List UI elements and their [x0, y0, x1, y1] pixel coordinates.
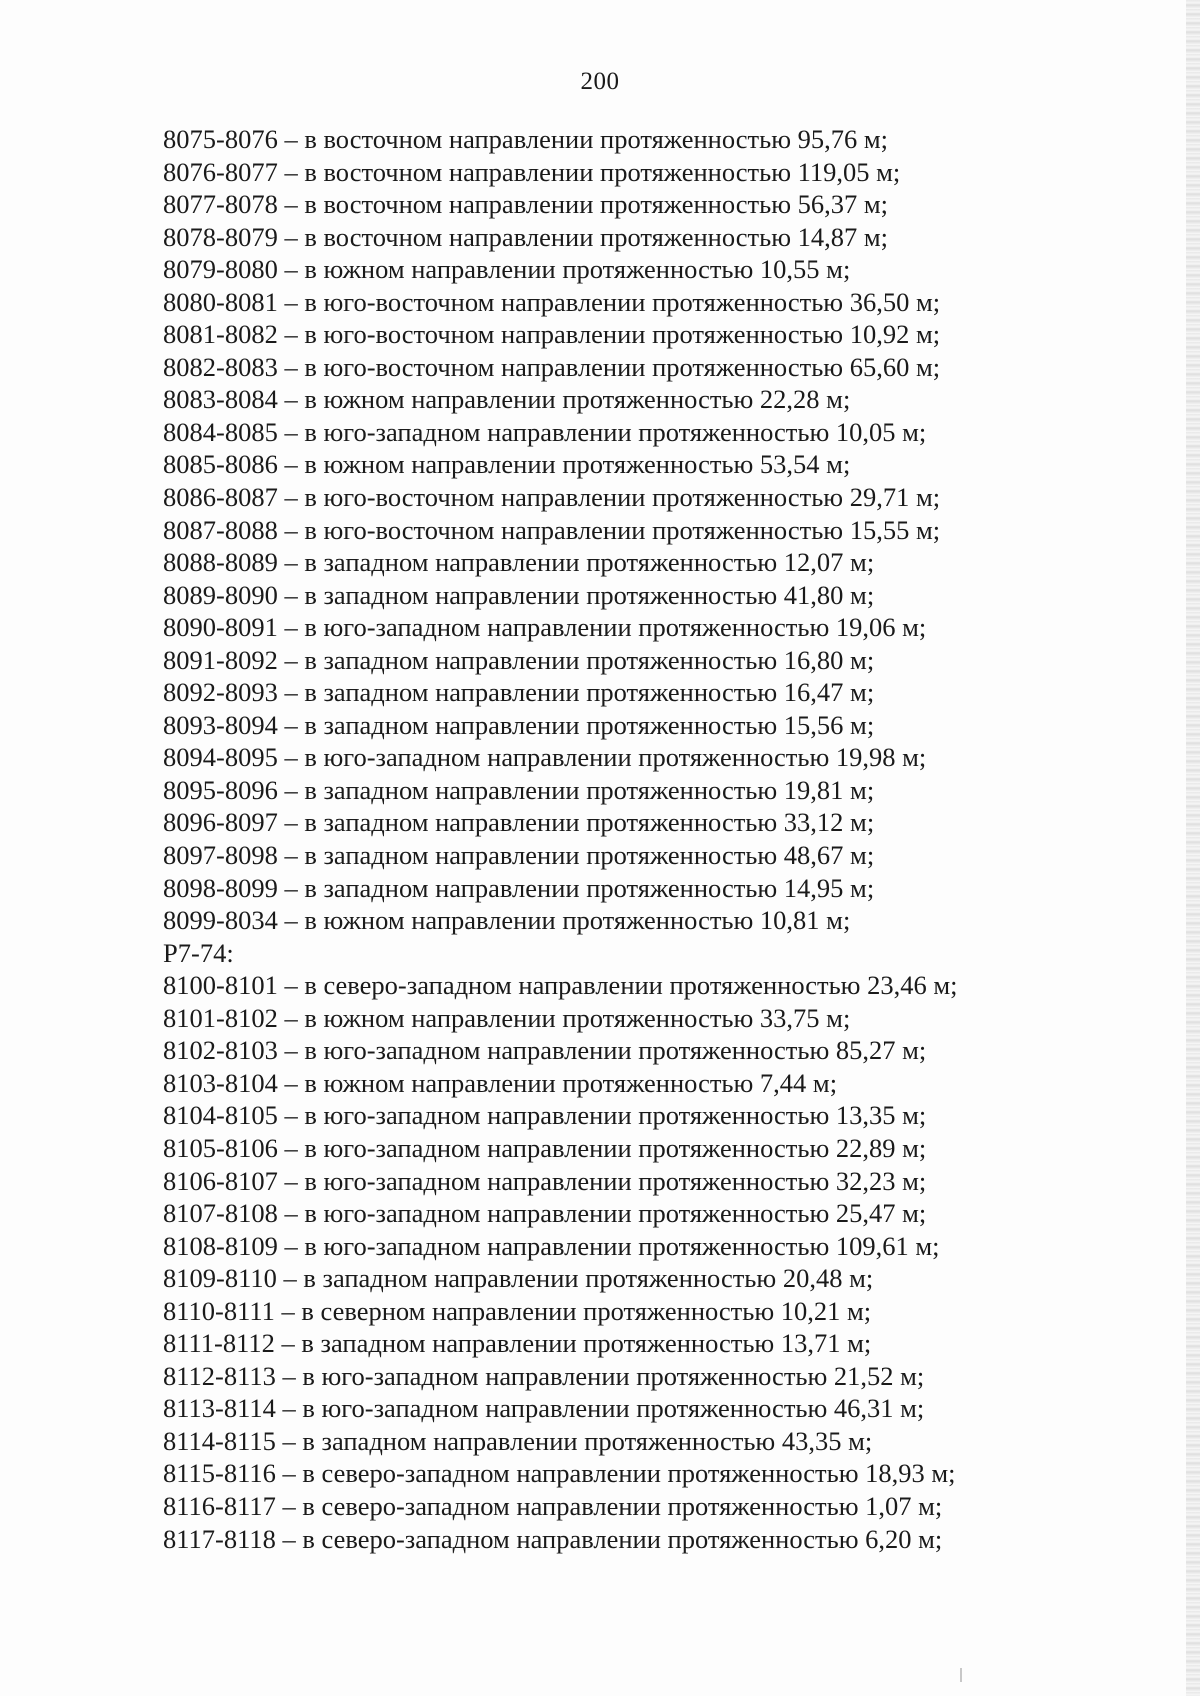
segment-line: 8103-8104 – в южном направлении протяженностью 7,44 м;: [163, 1067, 838, 1098]
segment-line: 8112-8113 – в юго-западном направлении протяженностью 21,52 м;: [163, 1360, 925, 1391]
segment-line: 8117-8118 – в северо-западном направлении протяженностью 6,20 м;: [163, 1523, 943, 1554]
segment-line: 8089-8090 – в западном направлении протяженностью 41,80 м;: [163, 579, 875, 610]
segment-line: 8109-8110 – в западном направлении протяженностью 20,48 м;: [163, 1263, 874, 1294]
segment-line: 8093-8094 – в западном направлении протяженностью 15,56 м;: [163, 709, 875, 740]
segment-line: 8083-8084 – в южном направлении протяженностью 22,28 м;: [163, 384, 851, 415]
segment-line: 8105-8106 – в юго-западном направлении протяженностью 22,89 м;: [163, 1132, 927, 1163]
segment-line: 8081-8082 – в юго-восточном направлении протяженностью 10,92 м;: [163, 319, 941, 350]
segment-line: 8106-8107 – в юго-западном направлении протяженностью 32,23 м;: [163, 1165, 927, 1196]
segment-line: 8076-8077 – в восточном направлении протяженностью 119,05 м;: [163, 156, 901, 187]
segment-line: 8095-8096 – в западном направлении протяженностью 19,81 м;: [163, 774, 875, 805]
page-number: 200: [580, 68, 620, 95]
segment-line: 8102-8103 – в юго-западном направлении протяженностью 85,27 м;: [163, 1035, 927, 1066]
segment-line: 8082-8083 – в юго-восточном направлении протяженностью 65,60 м;: [163, 351, 941, 382]
segment-line: 8097-8098 – в западном направлении протяженностью 48,67 м;: [163, 840, 875, 871]
segment-line: 8094-8095 – в юго-западном направлении протяженностью 19,98 м;: [163, 742, 927, 773]
segment-line: 8088-8089 – в западном направлении протяженностью 12,07 м;: [163, 547, 875, 578]
segment-list: [163, 123, 1063, 1555]
scan-edge-artifact: [1186, 0, 1200, 1696]
segment-line: 8111-8112 – в западном направлении протяженностью 13,71 м;: [163, 1328, 872, 1359]
segment-line: 8113-8114 – в юго-западном направлении протяженностью 46,31 м;: [163, 1393, 925, 1424]
segment-line: 8108-8109 – в юго-западном направлении протяженностью 109,61 м;: [163, 1230, 940, 1261]
scan-mark-artifact: [960, 1668, 962, 1682]
segment-line: 8087-8088 – в юго-восточном направлении протяженностью 15,55 м;: [163, 514, 941, 545]
segment-line: 8080-8081 – в юго-восточном направлении протяженностью 36,50 м;: [163, 286, 941, 317]
segment-line: 8110-8111 – в северном направлении протяженностью 10,21 м;: [163, 1295, 872, 1326]
segment-line: 8092-8093 – в западном направлении протяженностью 16,47 м;: [163, 677, 875, 708]
segment-line: 8096-8097 – в западном направлении протяженностью 33,12 м;: [163, 807, 875, 838]
segment-line: 8101-8102 – в южном направлении протяженностью 33,75 м;: [163, 1002, 851, 1033]
segment-line: 8084-8085 – в юго-западном направлении протяженностью 10,05 м;: [163, 416, 927, 447]
segment-line: 8086-8087 – в юго-восточном направлении протяженностью 29,71 м;: [163, 482, 941, 513]
segment-line: 8098-8099 – в западном направлении протяженностью 14,95 м;: [163, 872, 875, 903]
segment-line: 8077-8078 – в восточном направлении протяженностью 56,37 м;: [163, 189, 888, 220]
segment-line: 8090-8091 – в юго-западном направлении протяженностью 19,06 м;: [163, 612, 927, 643]
segment-line: 8075-8076 – в восточном направлении протяженностью 95,76 м;: [163, 124, 888, 154]
segment-line: 8100-8101 – в северо-западном направлении протяженностью 23,46 м;: [163, 970, 958, 1001]
segment-line: 8116-8117 – в северо-западном направлении протяженностью 1,07 м;: [163, 1490, 943, 1521]
segment-line: 8115-8116 – в северо-западном направлении протяженностью 18,93 м;: [163, 1458, 956, 1489]
segment-line: 8107-8108 – в юго-западном направлении протяженностью 25,47 м;: [163, 1198, 927, 1229]
section-heading: Р7-74:: [163, 937, 234, 968]
segment-line: 8099-8034 – в южном направлении протяженностью 10,81 м;: [163, 905, 851, 936]
segment-line: 8085-8086 – в южном направлении протяженностью 53,54 м;: [163, 449, 851, 480]
segment-line: 8091-8092 – в западном направлении протяженностью 16,80 м;: [163, 644, 875, 675]
segment-line: 8114-8115 – в западном направлении протяженностью 43,35 м;: [163, 1425, 873, 1456]
segment-line: 8079-8080 – в южном направлении протяженностью 10,55 м;: [163, 254, 851, 285]
segment-line: 8104-8105 – в юго-западном направлении протяженностью 13,35 м;: [163, 1100, 927, 1131]
segment-line: 8078-8079 – в восточном направлении протяженностью 14,87 м;: [163, 221, 888, 252]
